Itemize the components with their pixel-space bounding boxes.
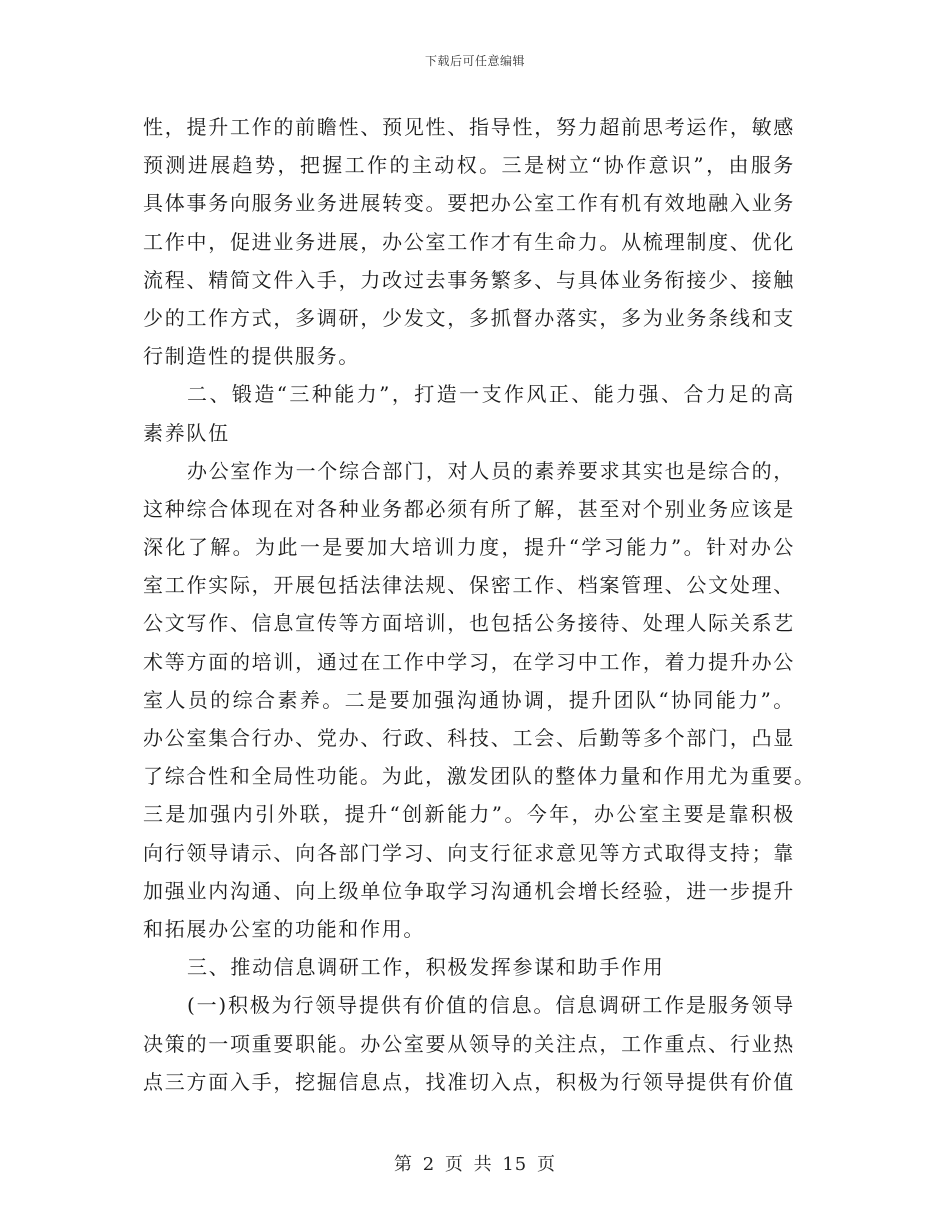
text-line: 点三方面入手，挖掘信息点，找准切入点，积极为行领导提供有价值	[143, 1069, 795, 1094]
page-number-footer: 第 2 页 共 15 页	[394, 1154, 556, 1175]
text-line: 行制造性的提供服务。	[143, 344, 360, 369]
text-line: 深化了解。为此一是要加大培训力度，提升“学习能力”。针对办公	[143, 535, 795, 560]
paragraph	[143, 986, 795, 1101]
text-line: 公文写作、信息宣传等方面培训，也包括公务接待、处理人际关系艺	[143, 611, 795, 636]
text-line: 流程、精简文件入手，力改过去事务繁多、与具体业务衔接少、接触	[143, 267, 795, 292]
text-line: 加强业内沟通、向上级单位争取学习沟通机会增长经验，进一步提升	[143, 878, 795, 903]
text-line: 了综合性和全局性功能。为此，激发团队的整体力量和作用尤为重要。	[143, 764, 816, 789]
page-header-note: 下载后可任意编辑	[424, 54, 525, 68]
text-line: 少的工作方式，多调研，少发文，多抓督办落实，多为业务条线和支	[143, 305, 795, 330]
text-line: 向行领导请示、向各部门学习、向支行征求意见等方式取得支持；靠	[143, 840, 795, 865]
document-body	[143, 108, 816, 1101]
text-line: 性，提升工作的前瞻性、预见性、指导性，努力超前思考运作，敏感	[143, 115, 795, 139]
text-line: (一)积极为行领导提供有价值的信息。信息调研工作是服务领导	[187, 993, 795, 1018]
text-line: 工作中，促进业务进展，办公室工作才有生命力。从梳理制度、优化	[143, 229, 795, 254]
text-line: 办公室集合行办、党办、行政、科技、工会、后勤等多个部门，凸显	[143, 726, 795, 750]
text-line: 素养队伍	[143, 420, 230, 445]
section-heading-2	[143, 375, 795, 451]
text-line: 室人员的综合素养。二是要加强沟通协调，提升团队“协同能力”。	[143, 687, 795, 712]
text-line: 决策的一项重要职能。办公室要从领导的关注点，工作重点、行业热	[143, 1031, 795, 1056]
text-line: 和拓展办公室的功能和作用。	[143, 916, 426, 941]
text-line: 室工作实际，开展包括法律法规、保密工作、档案管理、公文处理、	[143, 573, 795, 598]
text-line: 预测进展趋势，把握工作的主动权。三是树立“协作意识”，由服务	[143, 153, 795, 178]
paragraph	[143, 452, 816, 948]
text-line: 这种综合体现在对各种业务都必须有所了解，甚至对个别业务应该是	[143, 496, 795, 521]
paragraph-continued	[143, 108, 795, 375]
text-line: 三是加强内引外联，提升“创新能力”。今年，办公室主要是靠积极	[143, 802, 795, 827]
section-heading-3	[143, 948, 795, 986]
text-line: 具体事务向服务业务进展转变。要把办公室工作有机有效地融入业务	[143, 191, 795, 216]
text-line: 办公室作为一个综合部门，对人员的素养要求其实也是综合的，	[187, 458, 795, 483]
text-line: 三、推动信息调研工作，积极发挥参谋和助手作用	[187, 955, 665, 980]
text-line: 术等方面的培训，通过在工作中学习，在学习中工作，着力提升办公	[143, 649, 795, 674]
text-line: 二、锻造“三种能力”，打造一支作风正、能力强、合力足的高	[187, 382, 795, 407]
